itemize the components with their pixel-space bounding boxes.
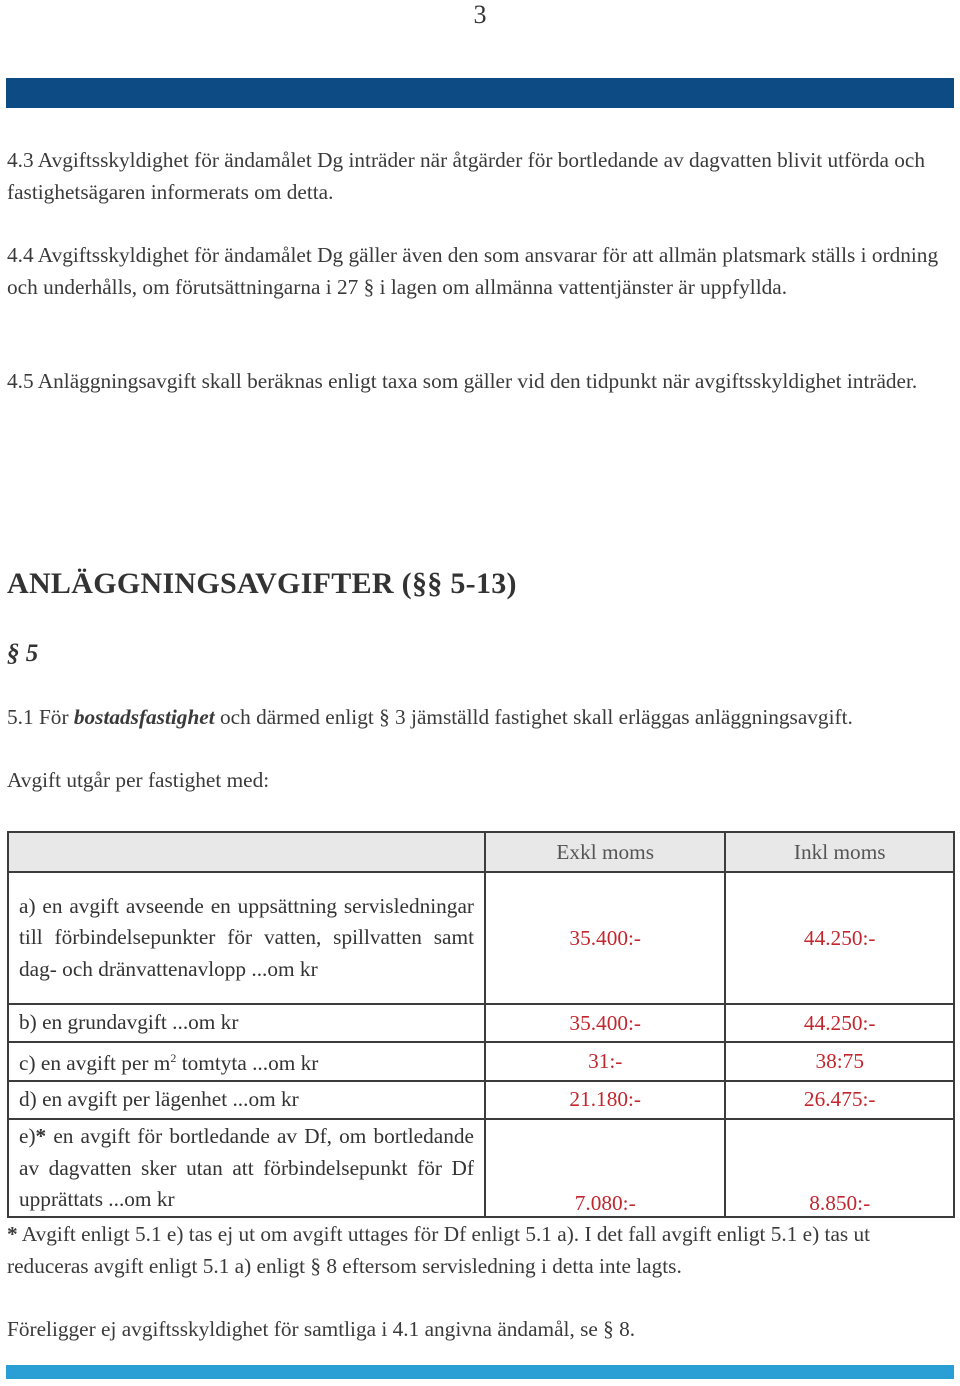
section-heading: ANLÄGGNINGSAVGIFTER (§§ 5-13)	[7, 567, 517, 600]
table-row	[8, 1004, 954, 1042]
row-b-description: b) en grundavgift ...om kr	[8, 1004, 485, 1042]
footnote-asterisk: *	[7, 1222, 18, 1246]
page-number: 3	[473, 0, 487, 29]
table-row	[8, 1119, 954, 1217]
footer-bar	[6, 1365, 954, 1379]
paragraph-4-4: 4.4 Avgiftsskyldighet för ändamålet Dg gäller även den som ansvarar för att allmän platsmark ställs i ordning och underhålls, om förutsättningarna i 27 § i lagen om allmänna vattentjänster är uppfyllda.	[7, 243, 939, 299]
row-c-inkl: 38:75	[725, 1042, 954, 1081]
header-bar	[6, 78, 954, 108]
table-row	[8, 1042, 954, 1081]
row-b-inkl: 44.250:-	[725, 1004, 954, 1042]
row-c-desc-pre: c) en avgift per m	[19, 1051, 171, 1076]
table-row	[8, 1081, 954, 1119]
row-d-exkl: 21.180:-	[485, 1081, 725, 1119]
row-e-inkl: 8.850:-	[725, 1119, 954, 1217]
row-c-desc-sup: 2	[170, 1051, 177, 1065]
row-a-inkl: 44.250:-	[725, 872, 954, 1004]
header-exkl-moms: Exkl moms	[485, 832, 725, 872]
row-d-inkl: 26.475:-	[725, 1081, 954, 1119]
row-c-description	[8, 1042, 485, 1081]
p51-emphasis: bostadsfastighet	[73, 705, 215, 729]
footnote	[7, 1219, 955, 1282]
row-a-exkl: 35.400:-	[485, 872, 725, 1004]
section-label: § 5	[7, 640, 39, 667]
table-header-row	[8, 832, 954, 872]
paragraph-4-5: 4.5 Anläggningsavgift skall beräknas enligt taxa som gäller vid den tidpunkt när avgiftsskyldighet inträder.	[7, 369, 918, 393]
p51-prefix: 5.1 För	[7, 705, 74, 729]
row-e-desc-pre: e)	[19, 1124, 36, 1149]
row-e-description	[8, 1119, 485, 1217]
closing-paragraph: Föreligger ej avgiftsskyldighet för samtliga i 4.1 angivna ändamål, se § 8.	[7, 1317, 636, 1341]
table-row	[8, 872, 954, 1004]
paragraph-4-3: 4.3 Avgiftsskyldighet för ändamålet Dg inträder när åtgärder för bortledande av dagvatten blivit utförda och fastighetsägaren informerats om detta.	[7, 148, 926, 204]
row-e-asterisk: *	[35, 1124, 47, 1149]
row-e-desc-post: en avgift för bortledande av Df, om bortledande av dagvatten sker utan att förbindelsepunkt för Df upprättats ...om kr	[19, 1124, 474, 1212]
row-d-description: d) en avgift per lägenhet ...om kr	[8, 1081, 485, 1119]
fee-table	[7, 831, 955, 1218]
row-c-desc-post: tomtyta ...om kr	[176, 1051, 319, 1076]
paragraph-5-1	[7, 702, 955, 734]
row-a-description: a) en avgift avseende en uppsättning servisledningar till förbindelsepunkter för vatten, spillvatten samt dag- och dränvattenavlopp ...om kr	[8, 872, 485, 1004]
header-inkl-moms: Inkl moms	[725, 832, 954, 872]
row-b-exkl: 35.400:-	[485, 1004, 725, 1042]
p51-suffix: och därmed enligt § 3 jämställd fastighet skall erläggas anläggningsavgift.	[214, 705, 853, 729]
row-e-exkl: 7.080:-	[485, 1119, 725, 1217]
footnote-text: Avgift enligt 5.1 e) tas ej ut om avgift uttages för Df enligt 5.1 a). I det fall avgift enligt 5.1 e) tas ut reduceras avgift enligt 5.1 a) enligt § 8 eftersom servisledning i detta inte lagts.	[7, 1222, 871, 1278]
fee-intro: Avgift utgår per fastighet med:	[7, 768, 270, 792]
row-c-exkl: 31:-	[485, 1042, 725, 1081]
header-empty-cell	[8, 832, 485, 872]
